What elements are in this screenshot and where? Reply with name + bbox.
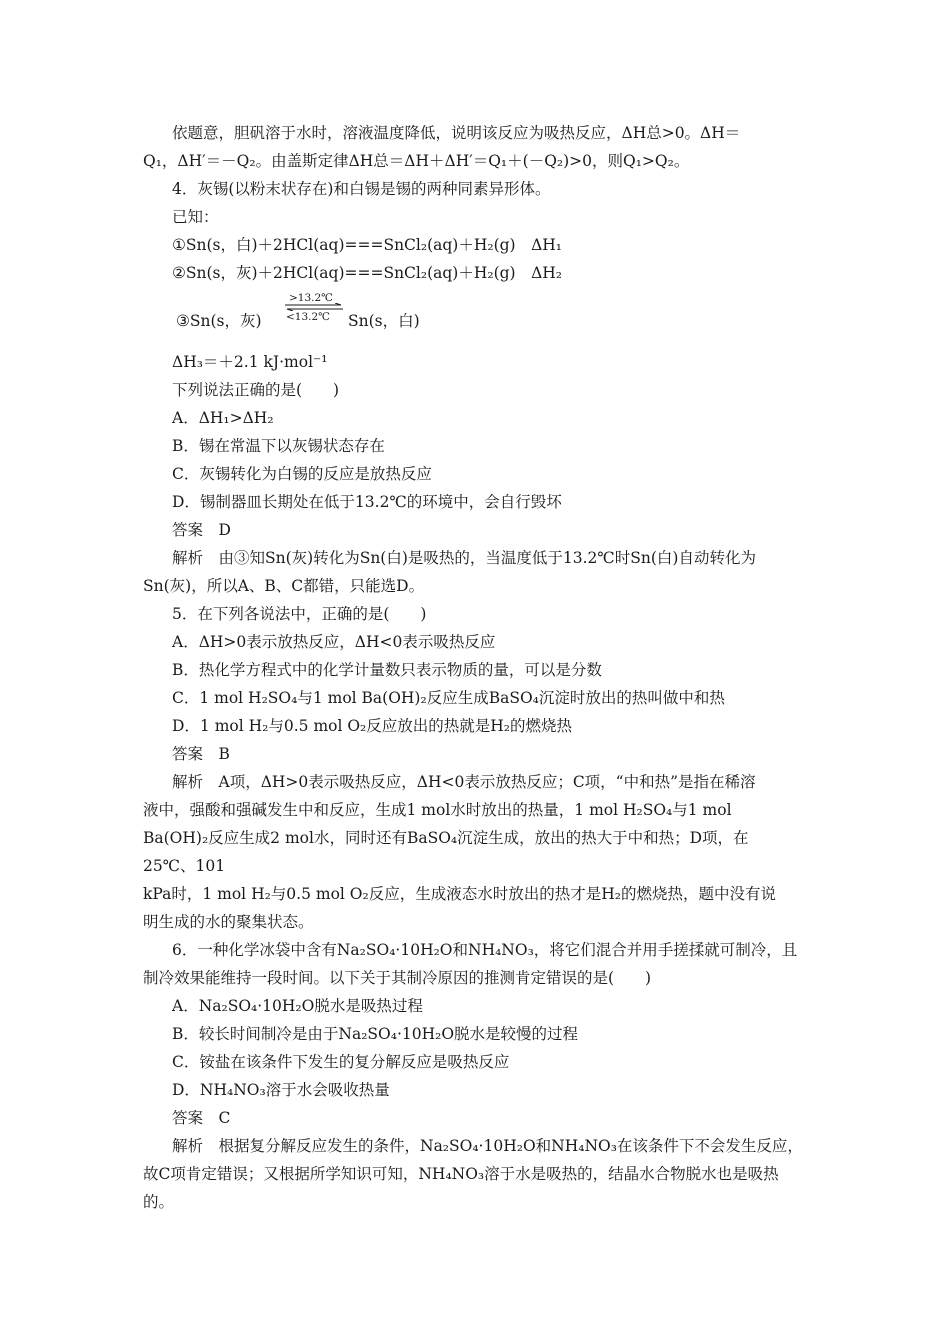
text-line: ΔH₃＝＋2.1 kJ·mol⁻¹ <box>172 353 328 371</box>
text-line: 故C项肯定错误；又根据所学知识可知，NH₄NO₃溶于水是吸热的，结晶水合物脱水也是吸热 <box>143 1165 779 1183</box>
text-line: Sn(灰)，所以A、B、C都错，只能选D。 <box>143 577 425 595</box>
arrow-condition-above: >13.2℃ <box>289 292 333 304</box>
arrow-condition-below: <13.2℃ <box>286 311 330 323</box>
question-6-stem: 6．一种化学冰袋中含有Na₂SO₄·10H₂O和NH₄NO₃，将它们混合并用手搓揉就可制冷，且 <box>172 941 798 959</box>
option-b: B．热化学方程式中的化学计量数只表示物质的量，可以是分数 <box>172 661 602 679</box>
equation-3-lhs: ③Sn(s，灰) <box>176 312 262 330</box>
option-c: C．铵盐在该条件下发生的复分解反应是吸热反应 <box>172 1053 510 1071</box>
option-a: A．ΔH₁>ΔH₂ <box>172 409 274 427</box>
explanation: 解析 由③知Sn(灰)转化为Sn(白)是吸热的，当温度低于13.2℃时Sn(白)自动转化为 <box>172 549 756 567</box>
text-line: 25℃、101 <box>143 857 226 875</box>
text-line: Ba(OH)₂反应生成2 mol水，同时还有BaSO₄沉淀生成，放出的热大于中和热；D项，在 <box>143 829 749 847</box>
option-b: B．较长时间制冷是由于Na₂SO₄·10H₂O脱水是较慢的过程 <box>172 1025 579 1043</box>
question-4-stem: 4．灰锡(以粉末状存在)和白锡是锡的两种同素异形体。 <box>172 180 551 198</box>
answer: 答案 D <box>172 521 231 539</box>
text-line: 制冷效果能维持一段时间。以下关于其制冷原因的推测肯定错误的是( ) <box>143 969 652 987</box>
answer: 答案 B <box>172 745 230 763</box>
equation-3-rhs: Sn(s，白) <box>348 312 420 330</box>
equation-1: ①Sn(s，白)＋2HCl(aq)===SnCl₂(aq)＋H₂(g) ΔH₁ <box>172 236 563 254</box>
text-line: 液中，强酸和强碱发生中和反应，生成1 mol水时放出的热量，1 mol H₂SO₄与1 mol <box>143 801 732 819</box>
reversible-arrow-icon <box>283 303 345 311</box>
text-line: 明生成的水的聚集状态。 <box>143 913 314 931</box>
text-line: Q₁，ΔH′＝－Q₂。由盖斯定律ΔH总＝ΔH＋ΔH′＝Q₁＋(－Q₂)>0，则Q₁>Q₂。 <box>143 152 690 170</box>
option-d: D．锡制器皿长期处在低于13.2℃的环境中，会自行毁坏 <box>172 493 562 511</box>
explanation: 解析 A项，ΔH>0表示吸热反应，ΔH<0表示放热反应；C项，“中和热”是指在稀溶 <box>172 773 756 791</box>
option-c: C．灰锡转化为白锡的反应是放热反应 <box>172 465 432 483</box>
equilibrium-arrow <box>283 293 345 323</box>
option-b: B．锡在常温下以灰锡状态存在 <box>172 437 385 455</box>
option-a: A．Na₂SO₄·10H₂O脱水是吸热过程 <box>172 997 423 1015</box>
answer: 答案 C <box>172 1109 231 1127</box>
explanation: 解析 根据复分解反应发生的条件，Na₂SO₄·10H₂O和NH₄NO₃在该条件下不会发生反应， <box>172 1137 803 1155</box>
text-line: 依题意，胆矾溶于水时，溶液温度降低，说明该反应为吸热反应，ΔH总>0。ΔH＝ <box>172 124 741 142</box>
question-5-stem: 5．在下列各说法中，正确的是( ) <box>172 605 427 623</box>
option-a: A．ΔH>0表示放热反应，ΔH<0表示吸热反应 <box>172 633 496 651</box>
option-d: D．1 mol H₂与0.5 mol O₂反应放出的热就是H₂的燃烧热 <box>172 717 573 735</box>
text-line: 下列说法正确的是( ) <box>172 381 340 399</box>
text-line: 已知： <box>172 208 219 226</box>
text-line: 的。 <box>143 1193 175 1211</box>
text-line: kPa时，1 mol H₂与0.5 mol O₂反应，生成液态水时放出的热才是H₂的燃烧热，题中没有说 <box>143 885 776 903</box>
equation-2: ②Sn(s，灰)＋2HCl(aq)===SnCl₂(aq)＋H₂(g) ΔH₂ <box>172 264 563 282</box>
option-d: D．NH₄NO₃溶于水会吸收热量 <box>172 1081 390 1099</box>
option-c: C．1 mol H₂SO₄与1 mol Ba(OH)₂反应生成BaSO₄沉淀时放出的热叫做中和热 <box>172 689 725 707</box>
